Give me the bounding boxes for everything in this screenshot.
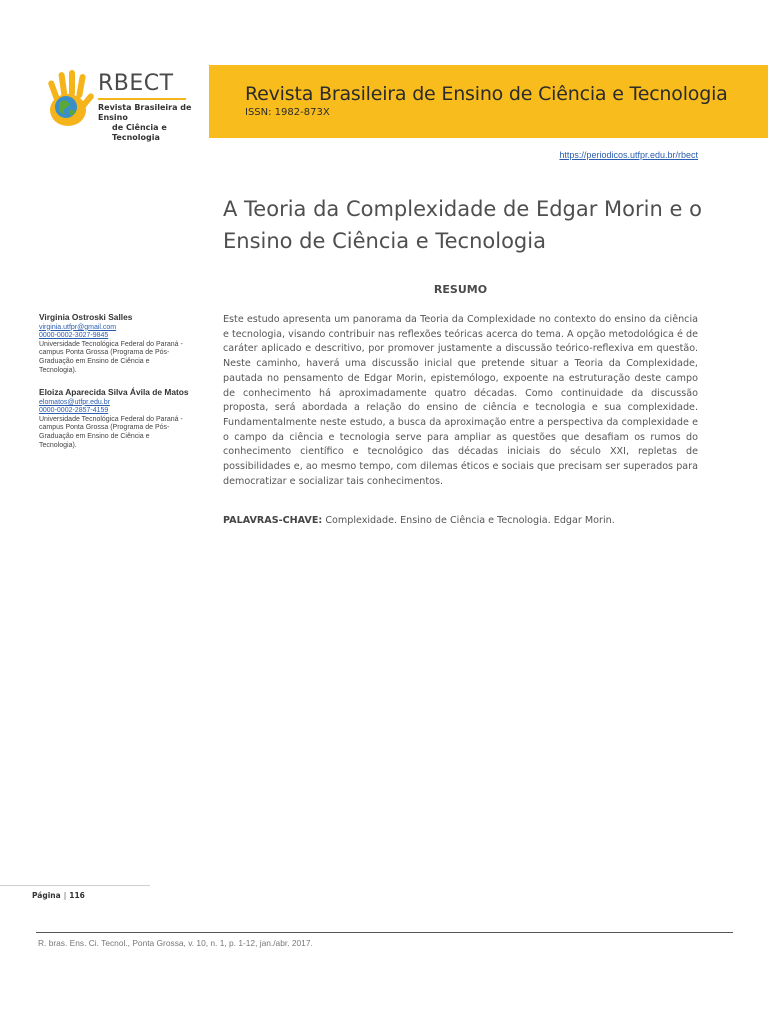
keywords: [223, 515, 698, 526]
journal-logo: [46, 66, 196, 142]
article-title: A Teoria da Complexidade de Edgar Morin e o Ensino de Ciência e Tecnologia: [223, 197, 702, 253]
logo-subtitle-line2: de Ciência e Tecnologia: [112, 123, 167, 142]
keywords-list: Complexidade. Ensino de Ciência e Tecnologia. Edgar Morin.: [325, 515, 615, 526]
author-orcid-link[interactable]: 0000-0002-3027-9845: [39, 332, 109, 340]
logo-divider: [98, 98, 186, 100]
footer-divider: [36, 932, 733, 933]
hand-globe-icon: [46, 66, 96, 132]
journal-issn: ISSN: 1982-873X: [245, 107, 330, 118]
author-email-link[interactable]: elomatos@utfpr.edu.br: [39, 398, 110, 406]
author-affiliation: Universidade Tecnológica Federal do Paraná - campus Ponta Grossa (Programa de Pós-Graduação em Ensino de Ciência e Tecnologia).: [39, 415, 183, 449]
author-email-link[interactable]: virginia.utfpr@gmail.com: [39, 323, 117, 331]
keywords-label: PALAVRAS-CHAVE:: [223, 515, 323, 526]
author-affiliation: Universidade Tecnológica Federal do Paraná - campus Ponta Grossa (Programa de Pós-Graduação em Ensino de Ciência e Tecnologia).: [39, 340, 183, 374]
journal-banner: [209, 65, 768, 138]
author-block: [39, 388, 189, 450]
author-name: Virginia Ostroski Salles: [39, 312, 133, 322]
page-label: Página: [32, 891, 61, 900]
journal-title: Revista Brasileira de Ensino de Ciência e Tecnologia: [245, 83, 728, 105]
logo-acronym: RBECT: [98, 71, 174, 96]
author-block: [39, 313, 189, 375]
author-orcid-link[interactable]: 0000-0002-2857-4159: [39, 407, 109, 415]
page-number: [32, 891, 85, 900]
abstract-heading: RESUMO: [433, 283, 488, 296]
author-name: Eloiza Aparecida Silva Ávila de Matos: [39, 387, 189, 397]
logo-subtitle-line1: Revista Brasileira de Ensino: [98, 103, 192, 122]
page-value: 116: [69, 891, 85, 900]
abstract-text: Este estudo apresenta um panorama da Teoria da Complexidade no contexto do ensino da ciência e tecnologia, visando contribuir nas reflexões teóricas acerca do tema. A opção metodológica é de caráter aplicado e descritivo, por promover justamente a discussão teórico-reflexiva em questão. Neste caminho, haverá uma discussão inicial que pretende situar a Teoria da Complexidade, pautada no pensamento de Edgar Morin, epistemólogo, expoente na estruturação deste campo de conhecimento há aproximadamente quatro décadas. Como continuidade da discussão proposta, será abordada a relação do ensino de ciência e tecnologia e sua complexidade. Fundamentalmente neste estudo, a busca da aproximação entre a perspectiva da complexidade e o campo da ciência e tecnologia serve para ampliar as questões que desafiam os rumos do conhecimento científico e tecnológico das décadas iniciais do século XXI, repletas de possibilidades e, ao mesmo tempo, com dilemas éticos e sociais que precisam ser superados para democratizar e socializar tais conhecimentos.: [223, 314, 698, 487]
journal-url-link[interactable]: https://periodicos.utfpr.edu.br/rbect: [559, 150, 698, 160]
footer-citation: R. bras. Ens. Ci. Tecnol., Ponta Grossa, v. 10, n. 1, p. 1-12, jan./abr. 2017.: [38, 938, 313, 948]
page-number-divider: [0, 885, 150, 886]
page-separator: |: [63, 891, 67, 900]
